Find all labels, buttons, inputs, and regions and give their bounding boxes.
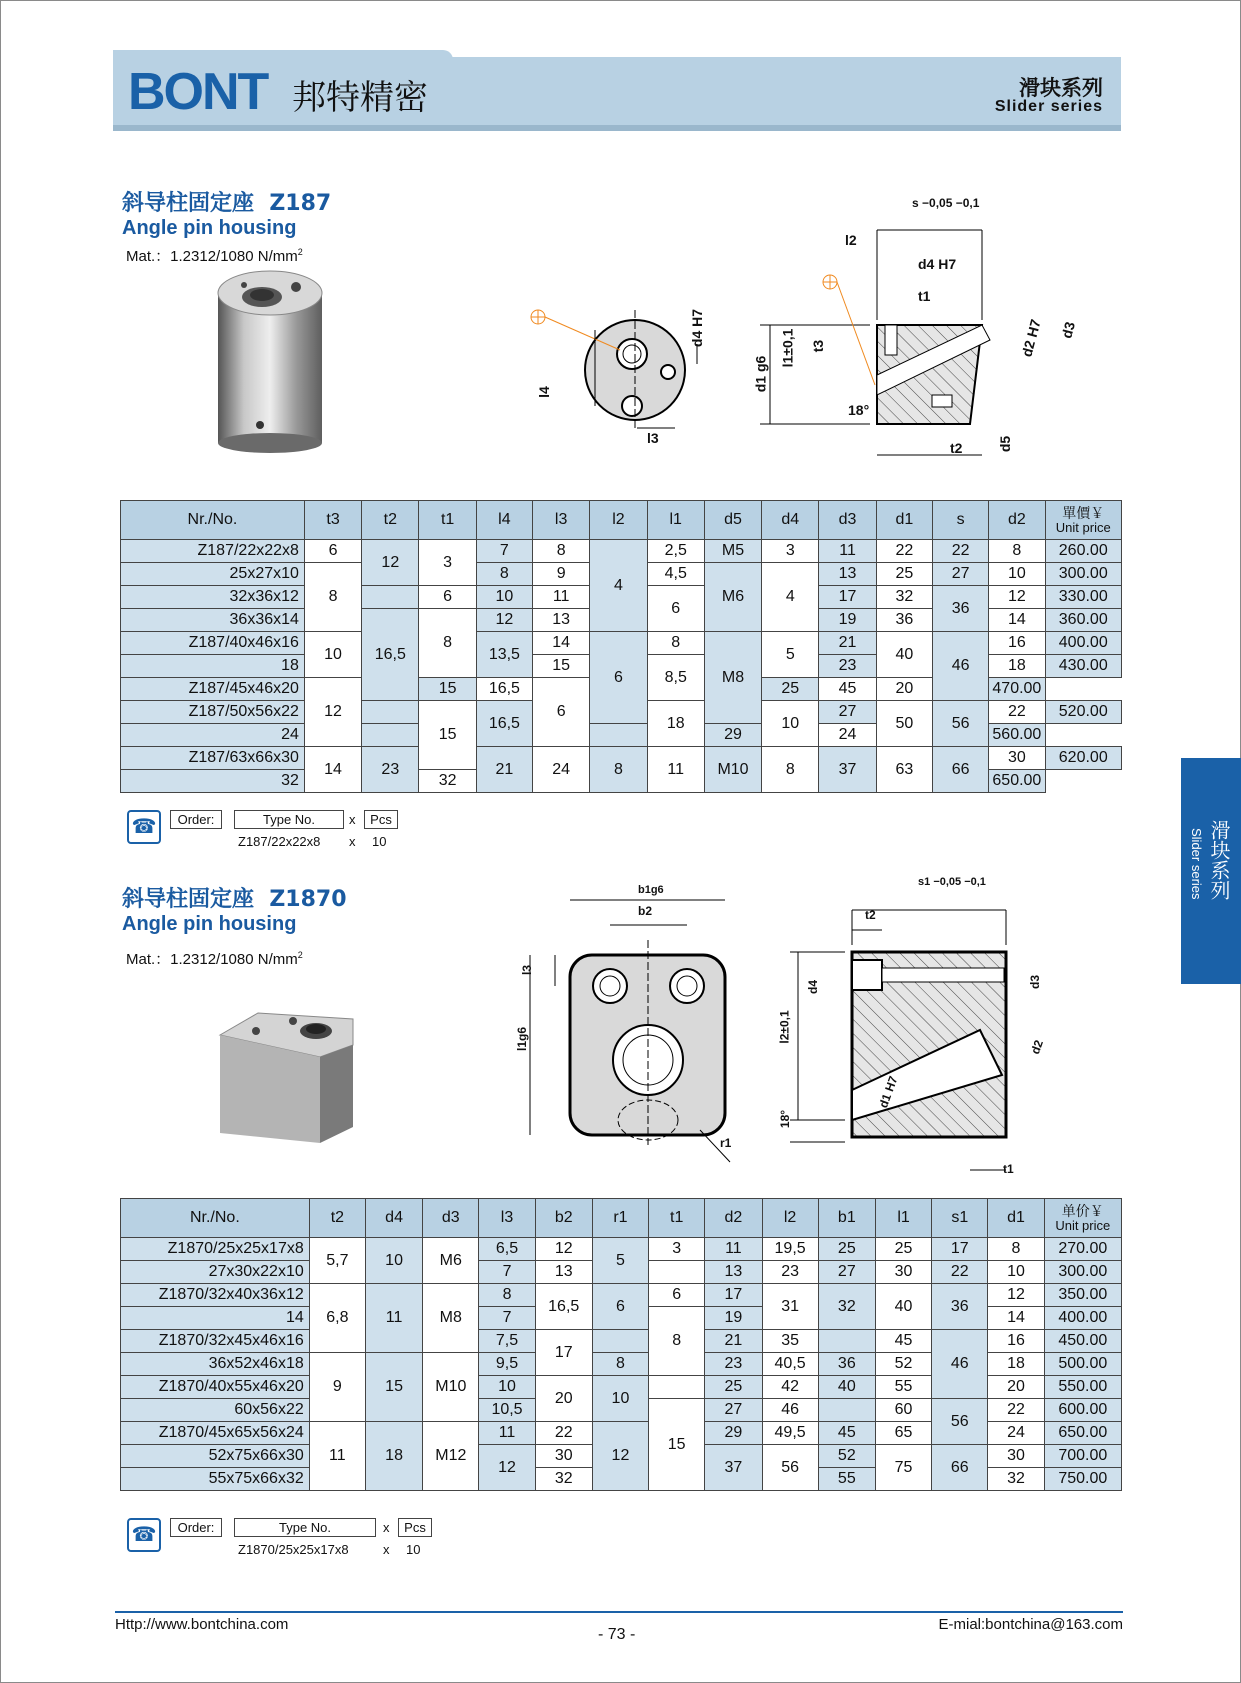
dim-t2: t2 xyxy=(950,440,963,456)
section1-subtitle: Angle pin housing xyxy=(122,217,297,239)
col-header: t1 xyxy=(419,501,476,540)
col-header: d3 xyxy=(819,501,876,540)
col-header: d5 xyxy=(704,501,761,540)
col-header: d1 xyxy=(988,1199,1044,1238)
order-label: Order: xyxy=(170,1518,222,1537)
table-row: Z1870/32x45x46x16 7,5 17 21 35 45 46 16 450.00 xyxy=(121,1330,1122,1353)
dim-d3b: d3 xyxy=(1028,974,1043,990)
order-phone-icon: ☎ xyxy=(127,810,161,844)
order-type-label: Type No. xyxy=(234,810,344,829)
series-title-cn: 滑块系列 xyxy=(1019,76,1103,100)
order-type-label: Type No. xyxy=(234,1518,376,1537)
section1-material: Mat.：1.2312/1080 $N/mm^2$ xyxy=(126,247,303,265)
dim-s: s −0,05 −0,1 xyxy=(912,196,980,210)
order-label: Order: xyxy=(170,810,222,829)
side-tab-slider-series[interactable] xyxy=(1181,758,1241,984)
col-header: d2 xyxy=(989,501,1045,540)
table-row: Z187/63x66x30 14 23 21 24 8 11 M10 8 37 63 66 30 620.00 xyxy=(121,747,1122,770)
col-header: b2 xyxy=(535,1199,592,1238)
dim-d4h7-front: d4 H7 xyxy=(689,308,706,348)
dim-d4h7: d4 H7 xyxy=(918,256,957,272)
dim-l4: l4 xyxy=(535,386,552,398)
table-row: Z187/50x56x22 15 16,5 18 10 27 50 56 22 520.00 xyxy=(121,701,1122,724)
col-header: t2 xyxy=(362,501,419,540)
section2-title: 斜导柱固定座 Z1870 xyxy=(122,887,347,912)
table-row: 32 32 650.00 xyxy=(121,770,1122,793)
side-tab-en: Slider series xyxy=(1189,828,1204,900)
dim-l2: l2 xyxy=(845,232,857,248)
order-example-qty: 10 xyxy=(406,1542,421,1557)
dim-d3: d3 xyxy=(1058,320,1079,340)
col-header: d2 xyxy=(705,1199,762,1238)
col-header: d4 xyxy=(762,501,819,540)
order-pcs: Pcs xyxy=(364,810,398,829)
col-header: s1 xyxy=(932,1199,988,1238)
table-row: 60x56x22 10,5 15 27 46 60 56 22 600.00 xyxy=(121,1399,1122,1422)
footer-rule xyxy=(115,1611,1123,1613)
spec-table-z1870 xyxy=(120,1198,1122,1491)
table-row: Z1870/45x65x56x24 11 18 M12 11 22 12 29 49,5 45 65 24 650.00 xyxy=(121,1422,1122,1445)
brand-name-cn: 邦特精密 xyxy=(292,78,428,118)
col-header: d1 xyxy=(876,501,932,540)
col-header: l3 xyxy=(479,1199,535,1238)
spec-table-z187 xyxy=(120,500,1122,793)
dim-d1g6: d1 g6 xyxy=(752,355,769,393)
dim-b2: b2 xyxy=(638,904,653,918)
table-row: Z187/22x22x8 6 12 3 7 8 4 2,5 M5 3 11 22 22 8 260.00 xyxy=(121,540,1122,563)
col-header: l1 xyxy=(647,501,704,540)
drawing-z187-section xyxy=(760,210,1090,460)
table-row: 27x30x22x10 7 13 13 23 27 30 22 10 300.00 xyxy=(121,1261,1122,1284)
table-row: 36x52x46x18 9 15 M10 9,5 8 23 40,5 36 52 18 500.00 xyxy=(121,1353,1122,1376)
col-header: t3 xyxy=(304,501,361,540)
dim-d1h7: d1 H7 xyxy=(876,1074,901,1110)
col-header-price: 單價￥ Unit price xyxy=(1045,501,1122,540)
dim-t3: t3 xyxy=(810,339,827,353)
dim-t2b: t2 xyxy=(865,908,876,922)
table-row: 36x36x14 16,5 8 12 13 19 36 14 360.00 xyxy=(121,609,1122,632)
col-header: d4 xyxy=(365,1199,422,1238)
col-header: b1 xyxy=(818,1199,875,1238)
col-header: Nr./No. xyxy=(121,501,305,540)
product-photo-z1870 xyxy=(208,1005,358,1145)
order-example-type: Z187/22x22x8 xyxy=(238,834,321,849)
order-example-type: Z1870/25x25x17x8 xyxy=(238,1542,349,1557)
order-phone-icon: ☎ xyxy=(127,1518,161,1552)
col-header: l2 xyxy=(762,1199,818,1238)
brand-logo: BONT xyxy=(128,63,268,121)
dim-l1tol: l1±0,1 xyxy=(779,328,796,368)
table-row: Z187/40x46x16 10 13,5 14 6 8 M8 5 21 40 46 16 400.00 xyxy=(121,632,1122,655)
dim-d2h7: d2 H7 xyxy=(1018,317,1044,359)
drawing-z1870-section xyxy=(770,880,1070,1180)
order-example-qty: 10 xyxy=(372,834,387,849)
drawing-z1870-front xyxy=(500,880,760,1170)
dim-l2tol: l2±0,1 xyxy=(777,1010,792,1044)
dim-18deg: 18° xyxy=(848,402,870,418)
col-header: l2 xyxy=(590,501,647,540)
order-pcs: Pcs xyxy=(398,1518,432,1537)
order-example-x: x xyxy=(349,834,356,849)
col-header-price: 单价￥ Unit price xyxy=(1044,1199,1121,1238)
dim-t1: t1 xyxy=(918,288,931,304)
col-header: l1 xyxy=(875,1199,931,1238)
col-header: Nr./No. xyxy=(121,1199,310,1238)
table-row: 32x36x12 6 10 11 6 17 32 36 12 330.00 xyxy=(121,586,1122,609)
dim-l3b: l3 xyxy=(520,964,535,976)
dim-b1g6: b1g6 xyxy=(638,884,664,896)
table-row: 55x75x66x32 32 55 32 750.00 xyxy=(121,1468,1122,1491)
table-row: 18 15 8,5 23 18 430.00 xyxy=(121,655,1122,678)
table-row: Z187/45x46x20 12 15 16,5 6 25 45 20 470.00 xyxy=(121,678,1122,701)
dim-l1g6: l1g6 xyxy=(515,1026,530,1052)
side-tab-cn: 滑块系列 xyxy=(1207,820,1231,900)
col-header: l4 xyxy=(476,501,532,540)
footer-email[interactable]: E-mial:bontchina@163.com xyxy=(938,1616,1123,1633)
table-row: 52x75x66x30 12 30 37 56 52 75 66 30 700.00 xyxy=(121,1445,1122,1468)
series-title-en: Slider series xyxy=(994,98,1103,115)
section2-subtitle: Angle pin housing xyxy=(122,913,297,935)
product-photo-z187 xyxy=(210,265,330,455)
col-header: r1 xyxy=(592,1199,648,1238)
col-header: t1 xyxy=(649,1199,705,1238)
col-header: s xyxy=(932,501,988,540)
table-row: 24 29 24 560.00 xyxy=(121,724,1122,747)
table-row: Z1870/32x40x36x12 6,8 11 M8 8 16,5 6 6 17 31 32 40 36 12 350.00 xyxy=(121,1284,1122,1307)
dim-d5: d5 xyxy=(997,435,1014,453)
section1-title: 斜导柱固定座 Z187 xyxy=(122,191,332,216)
dim-18deg-b: 18° xyxy=(778,1109,793,1129)
order-x: x xyxy=(383,1520,390,1535)
col-header: t2 xyxy=(309,1199,365,1238)
table-row: 25x27x10 8 8 9 4,5 M6 4 13 25 27 10 300.00 xyxy=(121,563,1122,586)
table-row: 14 7 8 19 14 400.00 xyxy=(121,1307,1122,1330)
dim-d2b: d2 xyxy=(1028,1038,1046,1056)
dim-r1: r1 xyxy=(720,1136,732,1150)
table-row: Z1870/40x55x46x20 10 20 10 25 42 40 55 20 550.00 xyxy=(121,1376,1122,1399)
table-row: Z1870/25x25x17x8 5,7 10 M6 6,5 12 5 3 11 19,5 25 25 17 8 270.00 xyxy=(121,1238,1122,1261)
footer-url[interactable]: Http://www.bontchina.com xyxy=(115,1616,289,1633)
col-header: l3 xyxy=(533,501,590,540)
dim-s1: s1 −0,05 −0,1 xyxy=(918,876,986,888)
col-header: d3 xyxy=(423,1199,479,1238)
dim-l3: l3 xyxy=(647,430,659,446)
order-x: x xyxy=(349,812,356,827)
dim-t1b: t1 xyxy=(1003,1162,1014,1176)
page-number: - 73 - xyxy=(598,1626,636,1643)
section2-material: Mat.：1.2312/1080 $N/mm^2$ xyxy=(126,950,303,968)
order-example-x: x xyxy=(383,1542,390,1557)
dim-d4b: d4 xyxy=(806,979,821,995)
